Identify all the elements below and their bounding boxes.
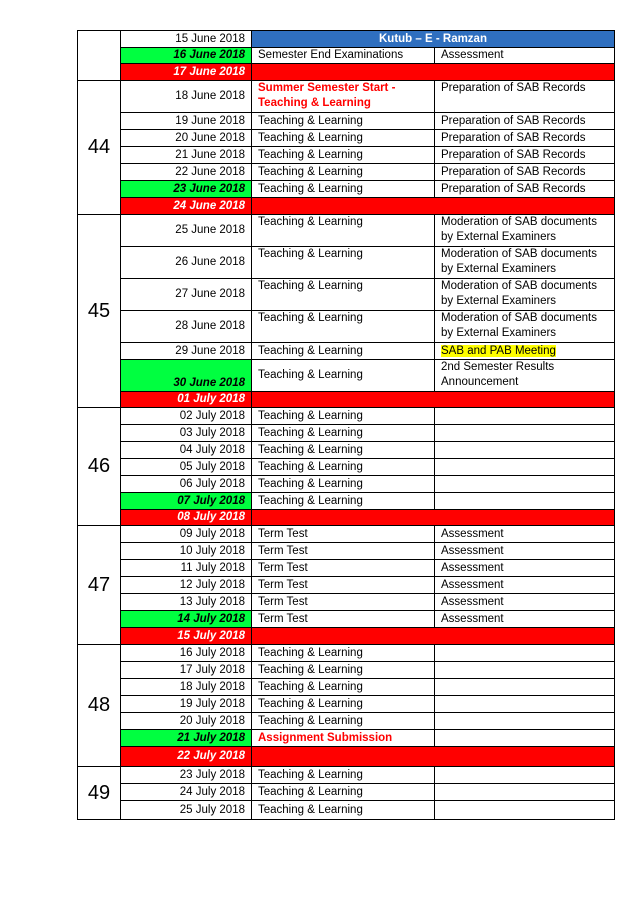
table-row xyxy=(78,713,615,730)
note-cell xyxy=(435,662,615,679)
activity-cell: Term Test xyxy=(252,577,435,594)
date-cell: 02 July 2018 xyxy=(121,408,252,425)
activity-cell: Teaching & Learning xyxy=(252,181,435,198)
activity-cell: Teaching & Learning xyxy=(252,425,435,442)
activity-cell: Teaching & Learning xyxy=(252,130,435,147)
note-cell xyxy=(435,459,615,476)
date-cell: 15 June 2018 xyxy=(121,31,252,48)
date-cell: 04 July 2018 xyxy=(121,442,252,459)
table-row xyxy=(78,279,615,311)
activity-cell: Term Test xyxy=(252,594,435,611)
table-row xyxy=(78,767,615,784)
activity-cell: Teaching & Learning xyxy=(252,801,435,820)
date-cell: 06 July 2018 xyxy=(121,476,252,493)
date-cell: 03 July 2018 xyxy=(121,425,252,442)
note-cell: Preparation of SAB Records xyxy=(435,81,615,113)
table-row xyxy=(78,425,615,442)
date-cell-saturday: 17 June 2018 xyxy=(121,64,252,81)
note-cell xyxy=(435,408,615,425)
date-cell: 18 June 2018 xyxy=(121,81,252,113)
note-cell: Assessment xyxy=(435,526,615,543)
holiday-heading: Kutub – E - Ramzan xyxy=(252,31,615,48)
date-cell: 26 June 2018 xyxy=(121,247,252,279)
week-number: 47 xyxy=(78,526,121,645)
date-cell: 24 July 2018 xyxy=(121,784,252,801)
activity-cell: Summer Semester Start - Teaching & Learning xyxy=(252,81,435,113)
table-row xyxy=(78,730,615,747)
table-row xyxy=(78,611,615,628)
note-cell xyxy=(435,730,615,747)
saturday-fill xyxy=(252,392,615,408)
table-row xyxy=(78,801,615,820)
table-row xyxy=(78,408,615,425)
date-cell-saturday: 01 July 2018 xyxy=(121,392,252,408)
activity-cell: Term Test xyxy=(252,543,435,560)
note-cell xyxy=(435,784,615,801)
note-cell: Assessment xyxy=(435,577,615,594)
date-cell: 11 July 2018 xyxy=(121,560,252,577)
date-cell: 09 July 2018 xyxy=(121,526,252,543)
table-row xyxy=(78,48,615,64)
date-cell: 05 July 2018 xyxy=(121,459,252,476)
date-cell: 22 June 2018 xyxy=(121,164,252,181)
week-number: 44 xyxy=(78,81,121,215)
activity-cell: Teaching & Learning xyxy=(252,784,435,801)
note-cell xyxy=(435,645,615,662)
table-row xyxy=(78,476,615,493)
note-cell: Assessment xyxy=(435,543,615,560)
table-row xyxy=(78,645,615,662)
note-cell xyxy=(435,713,615,730)
note-cell: Moderation of SAB documents by External Examiners xyxy=(435,311,615,343)
note-cell xyxy=(435,493,615,510)
table-row xyxy=(78,594,615,611)
table-row xyxy=(78,493,615,510)
note-cell: Assessment xyxy=(435,48,615,64)
week-number: 45 xyxy=(78,215,121,408)
note-cell: Preparation of SAB Records xyxy=(435,130,615,147)
table-row xyxy=(78,164,615,181)
note-cell: 2nd Semester Results Announcement xyxy=(435,360,615,392)
date-cell: 28 June 2018 xyxy=(121,311,252,343)
note-cell: Assessment xyxy=(435,611,615,628)
note-cell: Moderation of SAB documents by External Examiners xyxy=(435,247,615,279)
table-row xyxy=(78,147,615,164)
table-row xyxy=(78,31,615,48)
note-cell: Preparation of SAB Records xyxy=(435,147,615,164)
table-row xyxy=(78,64,615,81)
date-cell: 23 July 2018 xyxy=(121,767,252,784)
date-cell: 19 July 2018 xyxy=(121,696,252,713)
table-row xyxy=(78,343,615,360)
calendar-body xyxy=(78,31,615,820)
note-cell: Preparation of SAB Records xyxy=(435,113,615,130)
activity-cell: Teaching & Learning xyxy=(252,767,435,784)
table-row xyxy=(78,459,615,476)
date-cell: 17 July 2018 xyxy=(121,662,252,679)
note-cell: Assessment xyxy=(435,594,615,611)
activity-cell: Teaching & Learning xyxy=(252,408,435,425)
date-cell: 20 June 2018 xyxy=(121,130,252,147)
date-cell-friday: 21 July 2018 xyxy=(121,730,252,747)
activity-cell: Term Test xyxy=(252,526,435,543)
table-row xyxy=(78,679,615,696)
table-row xyxy=(78,113,615,130)
table-row xyxy=(78,311,615,343)
note-cell xyxy=(435,425,615,442)
date-cell-friday: 14 July 2018 xyxy=(121,611,252,628)
activity-cell: Teaching & Learning xyxy=(252,147,435,164)
activity-cell: Term Test xyxy=(252,560,435,577)
activity-cell: Teaching & Learning xyxy=(252,713,435,730)
note-cell xyxy=(435,343,615,360)
date-cell-saturday: 24 June 2018 xyxy=(121,198,252,215)
table-row xyxy=(78,784,615,801)
activity-cell: Semester End Examinations xyxy=(252,48,435,64)
table-row xyxy=(78,577,615,594)
table-row xyxy=(78,181,615,198)
note-cell: Preparation of SAB Records xyxy=(435,164,615,181)
highlighted-note: SAB and PAB Meeting xyxy=(441,344,556,357)
date-cell-friday: 07 July 2018 xyxy=(121,493,252,510)
saturday-fill xyxy=(252,198,615,215)
date-cell: 27 June 2018 xyxy=(121,279,252,311)
table-row xyxy=(78,360,615,392)
note-cell xyxy=(435,767,615,784)
table-row xyxy=(78,526,615,543)
week-cell-blank xyxy=(78,31,121,81)
date-cell-friday: 16 June 2018 xyxy=(121,48,252,64)
note-cell: Moderation of SAB documents by External Examiners xyxy=(435,215,615,247)
table-row xyxy=(78,662,615,679)
table-row xyxy=(78,198,615,215)
table-row xyxy=(78,747,615,767)
date-cell-friday: 23 June 2018 xyxy=(121,181,252,198)
table-row xyxy=(78,442,615,459)
activity-cell: Teaching & Learning xyxy=(252,459,435,476)
table-row xyxy=(78,130,615,147)
table-row xyxy=(78,696,615,713)
table-row xyxy=(78,560,615,577)
activity-cell: Teaching & Learning xyxy=(252,343,435,360)
note-cell xyxy=(435,696,615,713)
activity-cell: Teaching & Learning xyxy=(252,645,435,662)
date-cell-saturday: 08 July 2018 xyxy=(121,510,252,526)
date-cell: 10 July 2018 xyxy=(121,543,252,560)
activity-cell: Teaching & Learning xyxy=(252,311,435,343)
note-cell xyxy=(435,442,615,459)
table-row xyxy=(78,392,615,408)
saturday-fill xyxy=(252,64,615,81)
note-cell: Moderation of SAB documents by External Examiners xyxy=(435,279,615,311)
saturday-fill xyxy=(252,510,615,526)
activity-cell: Teaching & Learning xyxy=(252,247,435,279)
table-row xyxy=(78,81,615,113)
table-row xyxy=(78,543,615,560)
note-cell xyxy=(435,476,615,493)
date-cell: 18 July 2018 xyxy=(121,679,252,696)
saturday-fill xyxy=(252,628,615,645)
date-cell: 25 July 2018 xyxy=(121,801,252,820)
date-cell: 20 July 2018 xyxy=(121,713,252,730)
academic-calendar-table xyxy=(77,30,615,820)
week-number: 48 xyxy=(78,645,121,767)
activity-cell: Term Test xyxy=(252,611,435,628)
date-cell: 21 June 2018 xyxy=(121,147,252,164)
date-cell: 16 July 2018 xyxy=(121,645,252,662)
note-cell xyxy=(435,679,615,696)
activity-cell: Teaching & Learning xyxy=(252,476,435,493)
activity-cell: Teaching & Learning xyxy=(252,164,435,181)
activity-cell: Teaching & Learning xyxy=(252,493,435,510)
date-cell: 13 July 2018 xyxy=(121,594,252,611)
activity-cell: Teaching & Learning xyxy=(252,662,435,679)
activity-cell: Teaching & Learning xyxy=(252,215,435,247)
week-number: 49 xyxy=(78,767,121,820)
activity-cell: Teaching & Learning xyxy=(252,696,435,713)
activity-cell: Teaching & Learning xyxy=(252,113,435,130)
date-cell: 29 June 2018 xyxy=(121,343,252,360)
table-row xyxy=(78,215,615,247)
date-cell: 12 July 2018 xyxy=(121,577,252,594)
table-row xyxy=(78,628,615,645)
date-cell-friday: 30 June 2018 xyxy=(121,360,252,392)
week-number: 46 xyxy=(78,408,121,526)
saturday-fill xyxy=(252,747,615,767)
table-row xyxy=(78,247,615,279)
table-row xyxy=(78,510,615,526)
note-cell: Assessment xyxy=(435,560,615,577)
note-cell: Preparation of SAB Records xyxy=(435,181,615,198)
activity-cell: Assignment Submission xyxy=(252,730,435,747)
date-cell-saturday: 15 July 2018 xyxy=(121,628,252,645)
date-cell-saturday: 22 July 2018 xyxy=(121,747,252,767)
activity-cell: Teaching & Learning xyxy=(252,360,435,392)
activity-cell: Teaching & Learning xyxy=(252,679,435,696)
date-cell: 25 June 2018 xyxy=(121,215,252,247)
activity-cell: Teaching & Learning xyxy=(252,442,435,459)
note-cell xyxy=(435,801,615,820)
date-cell: 19 June 2018 xyxy=(121,113,252,130)
activity-cell: Teaching & Learning xyxy=(252,279,435,311)
